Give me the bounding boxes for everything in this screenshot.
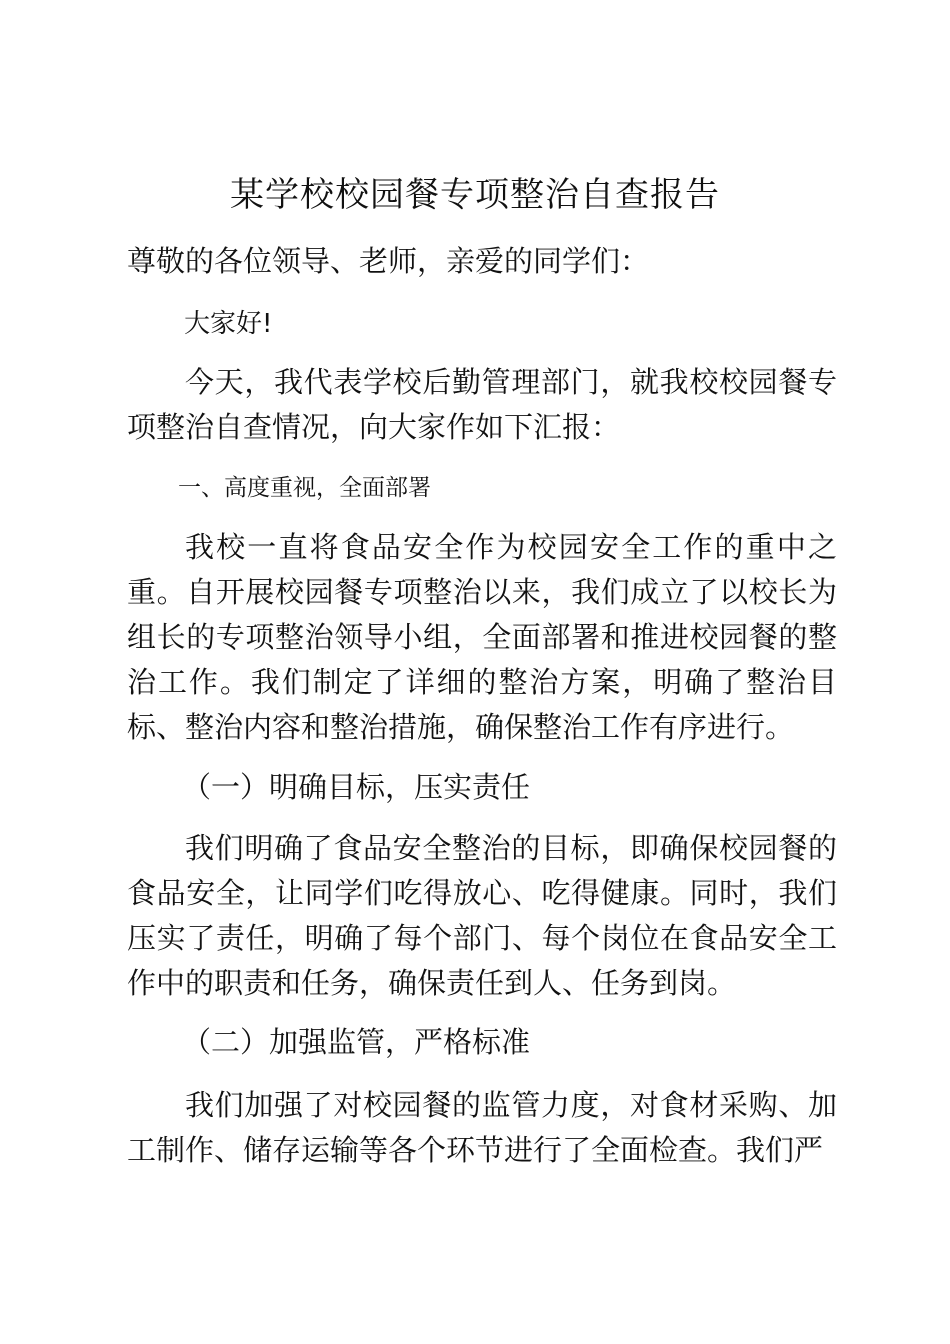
section-1-paragraph: 我校一直将食品安全作为校园安全工作的重中之重。自开展校园餐专项整治以来，我们成立了以校长为组长的专项整治领导小组，全面部署和推进校园餐的整治工作。我们制定了详细的整治方案，明确了整治目标、整治内容和整治措施，确保整治工作有序进行。 xyxy=(127,530,837,744)
intro-paragraph: 今天，我代表学校后勤管理部门，就我校校园餐专项整治自查情况，向大家作如下汇报： xyxy=(127,365,837,444)
greeting: 大家好! xyxy=(184,309,273,339)
section-heading-1: 一、高度重视，全面部署 xyxy=(178,475,431,501)
salutation: 尊敬的各位领导、老师，亲爱的同学们： xyxy=(127,244,650,278)
document-title: 某学校校园餐专项整治自查报告 xyxy=(230,175,720,215)
subsection-2-paragraph: 我们加强了对校园餐的监管力度，对食材采购、加工制作、储存运输等各个环节进行了全面检查。我们严 xyxy=(127,1088,837,1167)
subsection-heading-1: （一）明确目标，压实责任 xyxy=(182,770,531,804)
subsection-1-paragraph: 我们明确了食品安全整治的目标，即确保校园餐的食品安全，让同学们吃得放心、吃得健康。同时，我们压实了责任，明确了每个部门、每个岗位在食品安全工作中的职责和任务，确保责任到人、任务到岗。 xyxy=(127,831,837,1000)
subsection-heading-2: （二）加强监管，严格标准 xyxy=(182,1025,531,1059)
